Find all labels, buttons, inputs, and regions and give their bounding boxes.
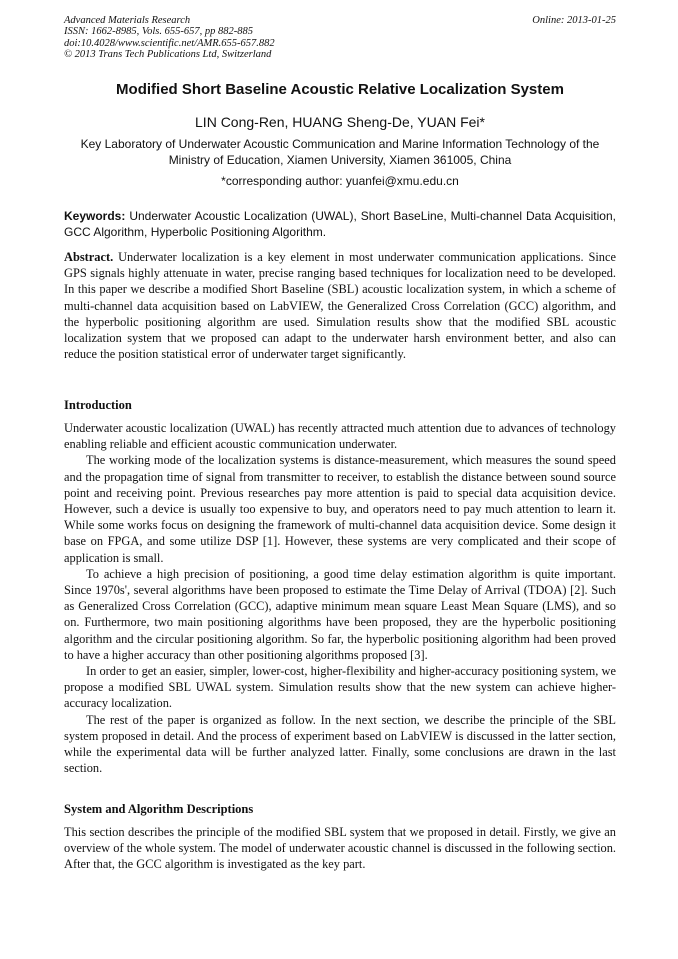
introduction-body	[64, 420, 616, 776]
keywords-text: Underwater Acoustic Localization (UWAL), Short BaseLine, Multi-channel Data Acquisition, GCC Algorithm, Hyperbolic Positioning Algorithm.	[64, 209, 616, 239]
journal-header	[64, 15, 616, 61]
keywords-label: Keywords:	[64, 209, 126, 223]
section-heading-system: System and Algorithm Descriptions	[64, 802, 254, 816]
paragraph: To achieve a high precision of positioning, a good time delay estimation algorithm is quite important. Since 1970s', several algorithms have been proposed to estimate the Time Delay of Arrival (TDOA) [2]. Such as Generalized Cross Correlation (GCC), adaptive minimum mean square Least Mean Square (LMS), and so on. Furthermore, two main positioning algorithms have been proposed, they are the hyperbolic positioning algorithm and the circular positioning algorithm. So far, the hyperbolic positioning algorithm had been proved to have a higher accuracy than other positioning algorithms proposed [3].	[64, 566, 616, 662]
corresponding-author: *corresponding author: yuanfei@xmu.edu.cn	[221, 174, 459, 188]
abstract-label: Abstract.	[64, 250, 114, 264]
copyright-line: © 2013 Trans Tech Publications Ltd, Switzerland	[64, 49, 272, 61]
paper-title: Modified Short Baseline Acoustic Relative Localization System	[116, 81, 564, 98]
online-date: Online: 2013-01-25	[532, 15, 616, 26]
keywords	[64, 208, 616, 240]
issn-line: ISSN: 1662-8985, Vols. 655-657, pp 882-885	[64, 26, 253, 38]
paragraph: The rest of the paper is organized as follow. In the next section, we describe the principle of the SBL system proposed in detail. And the process of experiment based on LabVIEW is discussed in the latter section, while the experimental data will be further analyzed latter. Finally, some conclusions are drawn in the last section.	[64, 712, 616, 776]
abstract-text: Underwater localization is a key element in most underwater communication applications. Since GPS signals highly attenuate in water, precise ranging based techniques for localization need to be developed. In this paper we describe a modified Short Baseline (SBL) acoustic localization system, in which a scheme of multi-channel data acquisition based on LabVIEW, the Generalized Cross Correlation (GCC) algorithm, and the hyperbolic positioning algorithm are used. Simulation results show that the modified SBL acoustic localization system that we proposed can adapt to the underwater harsh environment better, and also can reduce the position statistical error of underwater target significantly.	[64, 250, 616, 362]
affiliation: Key Laboratory of Underwater Acoustic Communication and Marine Information Technology of the Ministry of Education, Xiamen University, Xiamen 361005, China	[80, 137, 600, 167]
paragraph: In order to get an easier, simpler, lower-cost, higher-flexibility and higher-accuracy positioning system, we propose a modified SBL UWAL system. Simulation results show that the new system can achieve higher-accuracy localization.	[64, 664, 616, 711]
journal-name: Advanced Materials Research	[64, 15, 191, 26]
system-body	[64, 824, 616, 873]
paragraph: The working mode of the localization systems is distance-measurement, which measures the sound speed and the propagation time of signal from transmitter to receiver, to establish the distance between sound source point and receiving point. Previous researches pay more attention is paid to special data acquisition device. However, such a device is usually too expensive to buy, and operators need to pay much attention to learn it. While some works focus on designing the framework of multi-channel data acquisition device. Some design it base on FPGA, and some utilize DSP [1]. However, these systems are very complicated and their scope of application is small.	[64, 453, 616, 565]
doi-line: doi:10.4028/www.scientific.net/AMR.655-657.882	[64, 37, 275, 49]
abstract	[64, 249, 616, 362]
paragraph: Underwater acoustic localization (UWAL) has recently attracted much attention due to advances of technology enabling reliable and efficient acoustic communication underwater.	[64, 421, 616, 452]
section-heading-introduction: Introduction	[64, 398, 132, 412]
paragraph: This section describes the principle of the modified SBL system that we proposed in detail. Firstly, we give an overview of the whole system. The model of underwater acoustic channel is discussed in the following section. After that, the GCC algorithm is investigated as the key part.	[64, 825, 616, 872]
author-list: LIN Cong-Ren, HUANG Sheng-De, YUAN Fei*	[195, 114, 485, 130]
